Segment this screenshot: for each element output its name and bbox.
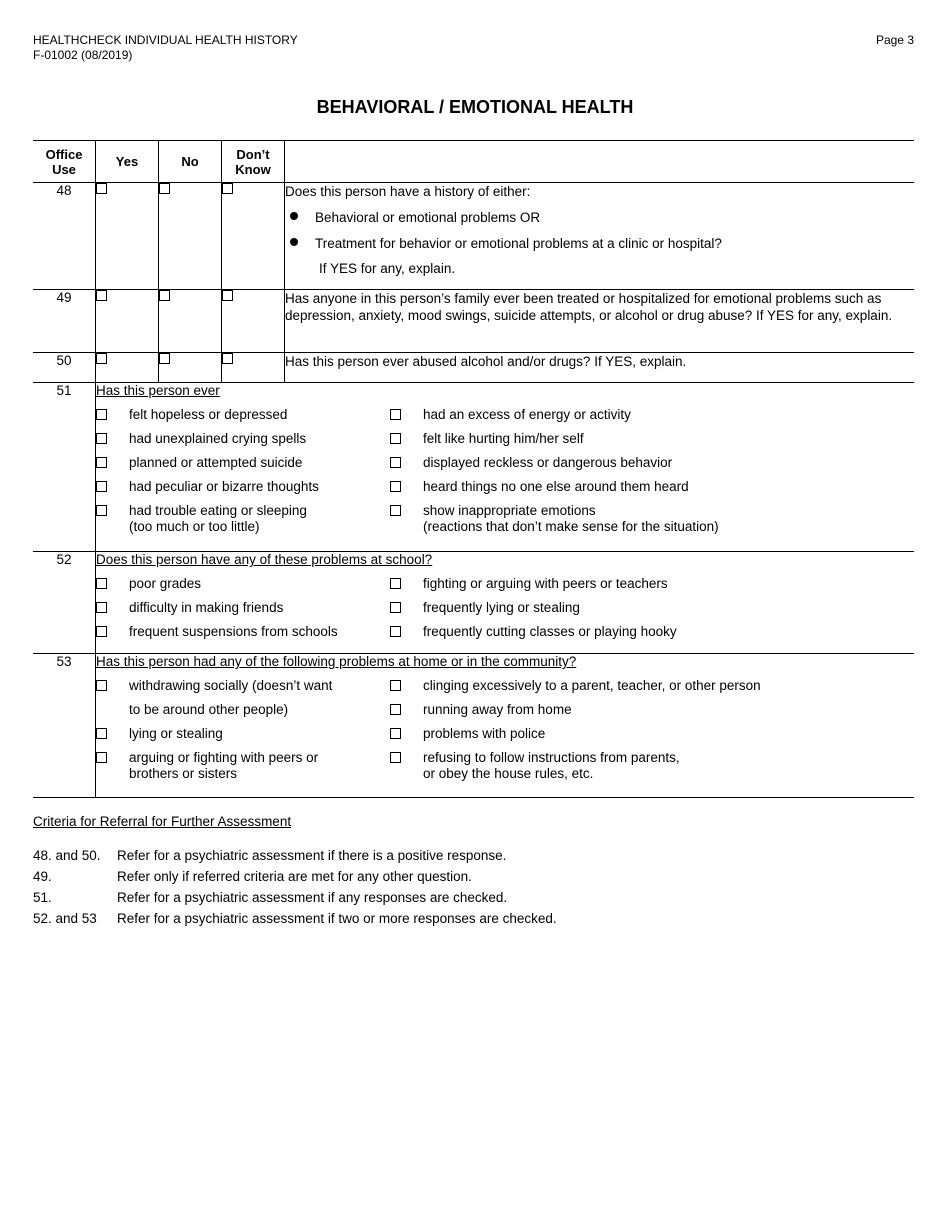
question-number: 52 <box>33 552 96 654</box>
checkbox[interactable] <box>96 728 107 739</box>
criteria-row: 51. Refer for a psychiatric assessment if any responses are checked. <box>33 890 508 905</box>
list-item[interactable]: had peculiar or bizarre thoughts <box>96 479 390 495</box>
checkbox[interactable] <box>390 457 401 468</box>
q48-text: Does this person have a history of either: <box>285 184 531 199</box>
table-header-row <box>33 141 914 183</box>
q53-heading: Has this person had any of the following problems at home or in the community? <box>96 654 577 669</box>
list-item[interactable]: fighting or arguing with peers or teachers <box>390 576 914 592</box>
checkbox[interactable] <box>390 680 401 691</box>
q53-options <box>96 678 914 782</box>
checkbox[interactable] <box>390 481 401 492</box>
list-item[interactable]: arguing or fighting with peers or brothers or sisters <box>96 750 390 782</box>
bullet-item: Treatment for behavior or emotional problems at a clinic or hospital? <box>285 235 914 252</box>
question-row-48 <box>33 183 914 290</box>
question-header <box>285 141 915 183</box>
checkbox[interactable] <box>390 704 401 715</box>
list-item[interactable]: difficulty in making friends <box>96 600 390 616</box>
checkbox[interactable] <box>390 728 401 739</box>
list-item[interactable]: heard things no one else around them heard <box>390 479 914 495</box>
list-item[interactable]: frequent suspensions from schools <box>96 624 390 640</box>
list-item[interactable]: lying or stealing <box>96 726 390 742</box>
q51-section <box>96 383 915 552</box>
list-item[interactable]: frequently cutting classes or playing hooky <box>390 624 914 640</box>
question-row-49 <box>33 290 914 353</box>
list-item[interactable]: had trouble eating or sleeping (too much or too little) <box>96 503 390 535</box>
q50-dont-know-checkbox[interactable] <box>222 353 233 364</box>
q49-yes-checkbox[interactable] <box>96 290 107 301</box>
criteria-row: 52. and 53 Refer for a psychiatric assessment if two or more responses are checked. <box>33 911 557 926</box>
criteria-title: Criteria for Referral for Further Assessment <box>33 814 292 829</box>
checkbox[interactable] <box>390 433 401 444</box>
checkbox[interactable] <box>96 602 107 613</box>
bullet-item: Behavioral or emotional problems OR <box>285 209 914 226</box>
q49-dont-know-checkbox[interactable] <box>222 290 233 301</box>
checkbox[interactable] <box>390 752 401 763</box>
q50-yes-checkbox[interactable] <box>96 353 107 364</box>
checkbox[interactable] <box>96 481 107 492</box>
criteria-row: 48. and 50. Refer for a psychiatric assessment if there is a positive response. <box>33 848 507 863</box>
bullet-icon <box>290 212 298 220</box>
list-item[interactable]: refusing to follow instructions from parents, or obey the house rules, etc. <box>390 750 914 782</box>
q50-no-checkbox[interactable] <box>159 353 170 364</box>
q49-no-checkbox[interactable] <box>159 290 170 301</box>
question-text: Has this person ever abused alcohol and/or drugs? If YES, explain. <box>285 353 915 383</box>
yes-header: Yes <box>96 141 159 183</box>
list-item[interactable]: had an excess of energy or activity <box>390 407 914 423</box>
criteria-row: 49. Refer only if referred criteria are met for any other question. <box>33 869 472 884</box>
q51-options <box>96 407 914 535</box>
bullet-icon <box>290 238 298 246</box>
list-item[interactable]: planned or attempted suicide <box>96 455 390 471</box>
no-header: No <box>159 141 222 183</box>
checkbox[interactable] <box>96 680 107 691</box>
dont-know-header: Don’t Know <box>222 141 285 183</box>
q48-yes-checkbox[interactable] <box>96 183 107 194</box>
question-number: 49 <box>33 290 96 353</box>
checkbox[interactable] <box>390 626 401 637</box>
question-number: 51 <box>33 383 96 552</box>
question-row-51 <box>33 383 914 552</box>
checkbox[interactable] <box>96 505 107 516</box>
list-item[interactable]: show inappropriate emotions (reactions that don’t make sense for the situation) <box>390 503 914 535</box>
list-item[interactable]: problems with police <box>390 726 914 742</box>
q51-heading: Has this person ever <box>96 383 220 398</box>
question-text: Has anyone in this person’s family ever been treated or hospitalized for emotional problems such as depression, anxiety, mood swings, suicide attempts, or alcohol or drug abuse? If YES for any, explain. <box>285 290 915 353</box>
question-row-50 <box>33 353 914 383</box>
checkbox[interactable] <box>390 602 401 613</box>
checkbox[interactable] <box>96 409 107 420</box>
office-use-header: Office Use <box>33 141 96 183</box>
checkbox[interactable] <box>390 409 401 420</box>
question-row-52 <box>33 552 914 654</box>
list-item[interactable]: frequently lying or stealing <box>390 600 914 616</box>
checkbox[interactable] <box>96 457 107 468</box>
section-title: BEHAVIORAL / EMOTIONAL HEALTH <box>316 97 634 117</box>
checkbox[interactable] <box>96 626 107 637</box>
list-item[interactable]: displayed reckless or dangerous behavior <box>390 455 914 471</box>
q53-section <box>96 654 915 798</box>
list-item[interactable]: felt like hurting him/her self <box>390 431 914 447</box>
list-item[interactable]: clinging excessively to a parent, teacher, or other person <box>390 678 914 694</box>
health-questions-table <box>33 140 914 798</box>
list-item[interactable]: felt hopeless or depressed <box>96 407 390 423</box>
q48-no-checkbox[interactable] <box>159 183 170 194</box>
q52-section <box>96 552 915 654</box>
q52-options <box>96 576 914 640</box>
q52-heading: Does this person have any of these problems at school? <box>96 552 433 567</box>
page-number: Page 3 <box>875 33 914 47</box>
q48-explain: If YES for any, explain. <box>319 261 456 276</box>
criteria-list <box>33 845 557 929</box>
q48-dont-know-checkbox[interactable] <box>222 183 233 194</box>
question-row-53 <box>33 654 914 798</box>
list-item-continuation: to be around other people) <box>129 702 289 717</box>
question-number: 48 <box>33 183 96 290</box>
checkbox[interactable] <box>96 433 107 444</box>
question-number: 50 <box>33 353 96 383</box>
list-item[interactable]: had unexplained crying spells <box>96 431 390 447</box>
form-header <box>33 33 298 63</box>
form-title: HEALTHCHECK INDIVIDUAL HEALTH HISTORY <box>33 33 298 47</box>
list-item[interactable]: poor grades <box>96 576 390 592</box>
list-item[interactable]: withdrawing socially (doesn’t want <box>96 678 390 694</box>
checkbox[interactable] <box>96 578 107 589</box>
checkbox[interactable] <box>96 752 107 763</box>
checkbox[interactable] <box>390 505 401 516</box>
checkbox[interactable] <box>390 578 401 589</box>
question-text <box>285 183 915 290</box>
form-number: F-01002 (08/2019) <box>33 48 133 62</box>
question-number: 53 <box>33 654 96 798</box>
list-item[interactable]: running away from home <box>390 702 914 718</box>
